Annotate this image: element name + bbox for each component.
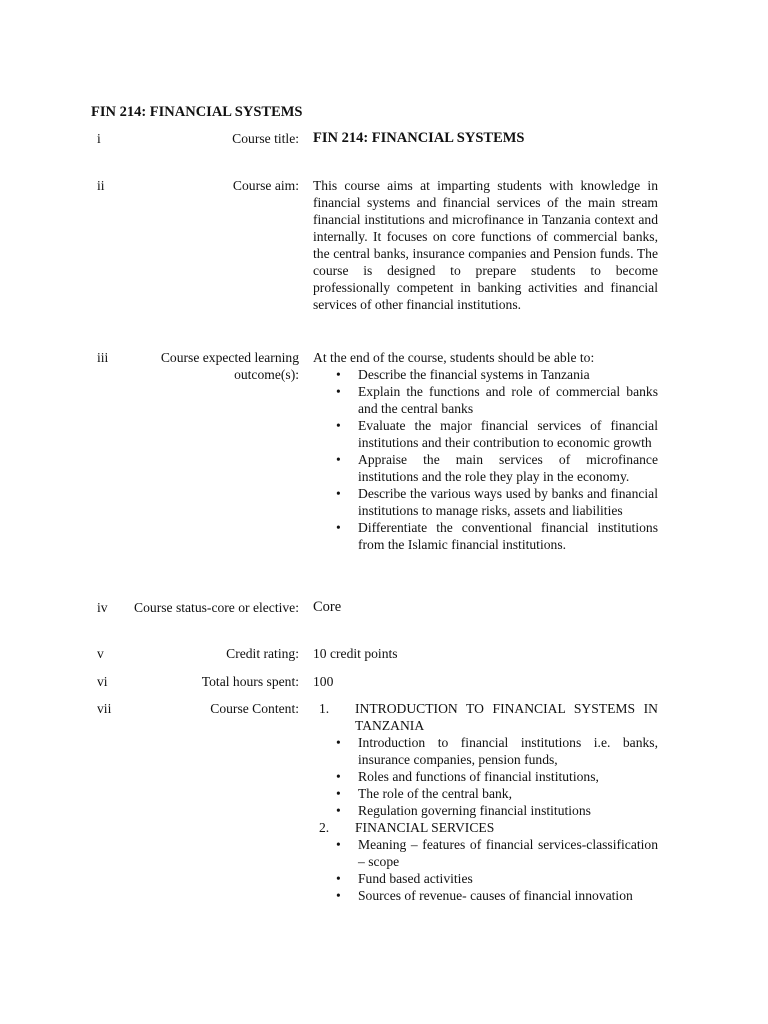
list-item: • Roles and functions of financial institutions, xyxy=(336,769,599,784)
list-item: • Meaning – features of financial services-classification – scope xyxy=(336,837,658,869)
bullet-icon: • xyxy=(336,735,341,750)
course-status-value: Core xyxy=(313,599,342,615)
row-number: iii xyxy=(97,350,109,365)
list-item: • Explain the functions and role of commercial banks and the central banks xyxy=(336,384,658,416)
field-label: Credit rating: xyxy=(226,646,299,661)
credit-rating-value: 10 credit points xyxy=(313,646,398,661)
course-aim-value: This course aims at imparting students with knowledge in financial systems and financial services of the main stream financial institutions and microfinance in Tanzania context and internally. It focuses on core functions of commercial banks, the central banks, insurance companies and Pension funds. The course is designed to prepare students to become professionally competent in banking activities and financial services of other financial institutions. xyxy=(313,178,658,312)
row-number: v xyxy=(97,646,104,661)
field-label: Course title: xyxy=(232,131,299,146)
bullet-icon: • xyxy=(336,384,341,399)
section-title: FINANCIAL SERVICES xyxy=(355,820,495,835)
section-number: 1. xyxy=(319,701,330,716)
content-section-heading xyxy=(313,700,658,734)
list-item: • Regulation governing financial institutions xyxy=(336,803,591,818)
content-section-list xyxy=(313,734,658,819)
row-number: i xyxy=(97,131,101,146)
bullet-icon: • xyxy=(336,367,341,382)
list-item: • Describe the various ways used by banks and financial institutions to manage risks, assets and liabilities xyxy=(336,486,658,518)
bullet-icon: • xyxy=(336,837,341,852)
list-item: • Describe the financial systems in Tanzania xyxy=(336,367,590,382)
bullet-icon: • xyxy=(336,520,341,535)
list-item: • Appraise the main services of microfinance institutions and the role they play in the economy. xyxy=(336,452,658,484)
row-number: vi xyxy=(97,674,108,689)
bullet-icon: • xyxy=(336,803,341,818)
section-title: INTRODUCTION TO FINANCIAL SYSTEMS IN TANZANIA xyxy=(355,701,658,733)
field-label: Course expected learning outcome(s): xyxy=(160,350,299,382)
outcomes-list xyxy=(313,366,658,553)
content-section-heading xyxy=(313,819,658,836)
bullet-icon: • xyxy=(336,871,341,886)
row-number: iv xyxy=(97,600,108,615)
page-title: FIN 214: FINANCIAL SYSTEMS xyxy=(91,104,303,120)
list-item: • Evaluate the major financial services of financial institutions and their contribution to economic growth xyxy=(336,418,658,450)
list-item: • Introduction to financial institutions i.e. banks, insurance companies, pension funds, xyxy=(336,735,658,767)
list-item: • The role of the central bank, xyxy=(336,786,512,801)
course-content-value xyxy=(313,700,658,904)
field-label: Course status-core or elective: xyxy=(134,600,299,615)
list-item: • Differentiate the conventional financial institutions from the Islamic financial institutions. xyxy=(336,520,658,552)
learning-outcomes-value xyxy=(313,349,658,553)
field-label: Course Content: xyxy=(210,701,299,716)
list-item: • Fund based activities xyxy=(336,871,473,886)
course-title-value: FIN 214: FINANCIAL SYSTEMS xyxy=(313,130,525,146)
field-label: Course aim: xyxy=(232,178,299,193)
list-item: • Sources of revenue- causes of financial innovation xyxy=(336,888,633,903)
row-number: vii xyxy=(97,701,112,716)
bullet-icon: • xyxy=(336,786,341,801)
outcomes-intro: At the end of the course, students should be able to: xyxy=(313,350,595,365)
total-hours-value: 100 xyxy=(313,674,334,689)
row-number: ii xyxy=(97,178,105,193)
bullet-icon: • xyxy=(336,769,341,784)
section-number: 2. xyxy=(319,820,330,835)
bullet-icon: • xyxy=(336,486,341,501)
content-section-list xyxy=(313,836,658,904)
bullet-icon: • xyxy=(336,888,341,903)
field-label: Total hours spent: xyxy=(201,674,299,689)
bullet-icon: • xyxy=(336,452,341,467)
bullet-icon: • xyxy=(336,418,341,433)
